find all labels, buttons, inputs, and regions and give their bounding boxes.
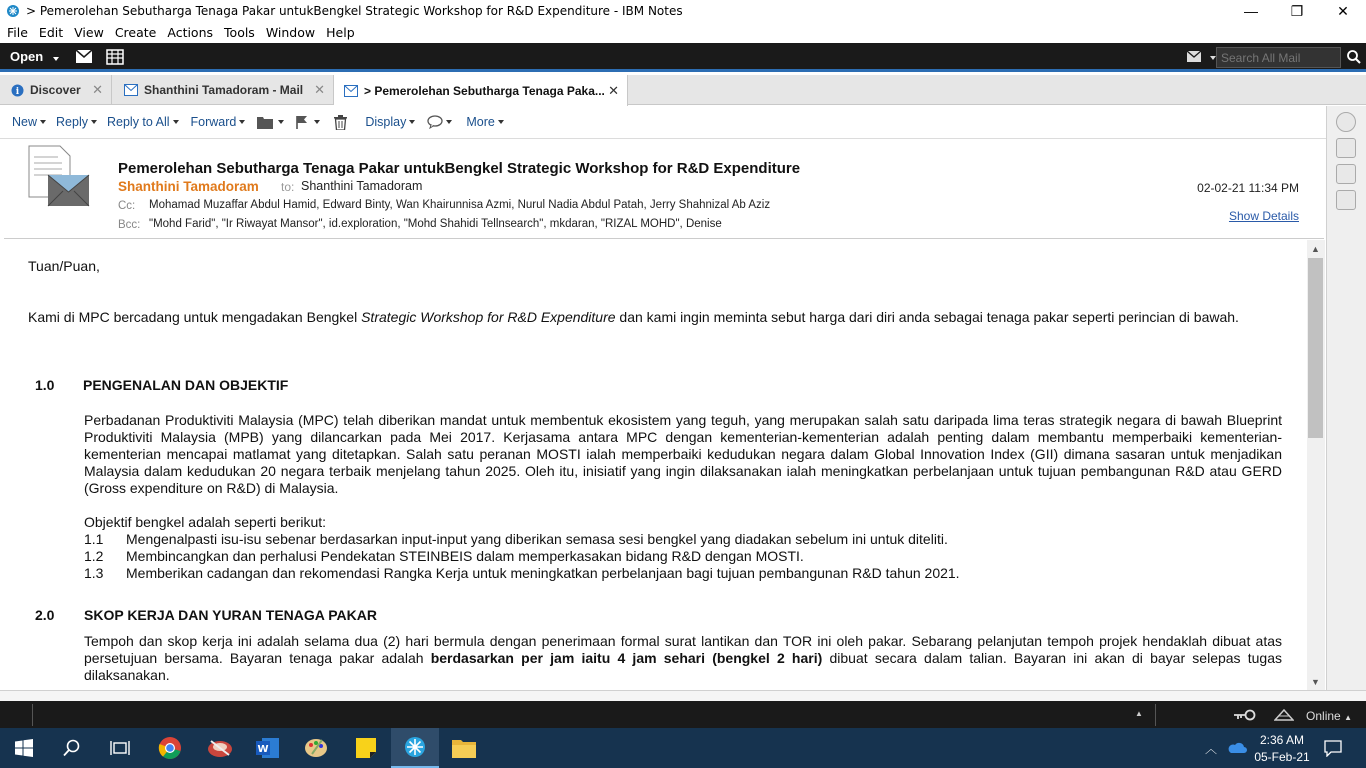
chevron-down-icon bbox=[91, 120, 97, 124]
chevron-down-icon bbox=[446, 120, 452, 124]
palette-icon bbox=[304, 737, 328, 759]
objectives-intro: Objektif bengkel adalah seperti berikut: bbox=[84, 514, 327, 530]
chevron-up-icon[interactable]: ︿ bbox=[1205, 742, 1218, 756]
chrome-taskbar-button[interactable] bbox=[146, 728, 194, 768]
right-sidebar bbox=[1326, 106, 1366, 701]
folder-button[interactable] bbox=[257, 116, 284, 129]
flag-button[interactable] bbox=[295, 115, 320, 129]
chevron-down-icon bbox=[278, 120, 284, 124]
chevron-down-icon bbox=[498, 120, 504, 124]
action-bar bbox=[0, 106, 1326, 139]
display-button[interactable] bbox=[365, 115, 415, 129]
objective-num: 1.3 bbox=[84, 565, 104, 581]
tab-bar bbox=[0, 75, 1366, 105]
word-taskbar-button[interactable] bbox=[244, 728, 292, 768]
scroll-up-icon[interactable]: ▲ bbox=[1311, 244, 1320, 254]
calendar-day-icon[interactable] bbox=[1336, 190, 1356, 210]
section-1-number: 1.0 bbox=[35, 377, 55, 393]
folder-icon bbox=[257, 116, 273, 129]
section-2-title: SKOP KERJA DAN YURAN TENAGA PAKAR bbox=[84, 607, 377, 623]
more-button[interactable] bbox=[466, 115, 503, 129]
show-details-link[interactable]: Show Details bbox=[1228, 209, 1299, 223]
system-clock[interactable] bbox=[1252, 732, 1312, 766]
chevron-down-icon bbox=[239, 120, 245, 124]
minimize-button[interactable]: — bbox=[1244, 3, 1258, 19]
tab-discover[interactable] bbox=[0, 75, 112, 105]
section-1-title: PENGENALAN DAN OBJEKTIF bbox=[83, 377, 289, 393]
calendar-icon[interactable] bbox=[106, 48, 124, 65]
close-window-button[interactable]: ✕ bbox=[1337, 2, 1349, 19]
network-status-icon[interactable] bbox=[1274, 708, 1294, 722]
tab-mail[interactable] bbox=[112, 75, 334, 105]
task-view-button[interactable] bbox=[96, 728, 144, 768]
key-icon[interactable] bbox=[1234, 709, 1256, 721]
objective-text: Memberikan cadangan dan rekomendasi Rangka Kerja untuk meningkatkan perbelanjaan bagi tujuan pembangunan R&D tahun 2021. bbox=[126, 565, 960, 581]
flag-icon bbox=[295, 115, 309, 129]
mail-icon bbox=[344, 85, 358, 97]
new-button[interactable] bbox=[12, 115, 46, 129]
menu-edit[interactable]: Edit bbox=[38, 25, 64, 40]
open-toolbar bbox=[0, 43, 1366, 72]
menu-help[interactable]: Help bbox=[326, 25, 355, 40]
close-tab-icon[interactable]: ✕ bbox=[608, 82, 619, 98]
paint-app-icon bbox=[207, 737, 233, 759]
more-label: More bbox=[466, 115, 495, 129]
chevron-up-icon[interactable]: ▲ bbox=[1135, 709, 1143, 718]
mail-icon bbox=[124, 84, 138, 96]
briefcase-icon[interactable] bbox=[1336, 138, 1356, 158]
message-header bbox=[4, 139, 1324, 239]
status-divider bbox=[1155, 704, 1156, 726]
chevron-down-icon bbox=[409, 120, 415, 124]
ibm-notes-icon bbox=[403, 735, 427, 759]
tab-label: Shanthini Tamadoram - Mail bbox=[144, 83, 304, 97]
search-taskbar-button[interactable] bbox=[48, 728, 96, 768]
chat-bubble-icon bbox=[427, 115, 443, 129]
windows-taskbar bbox=[0, 728, 1366, 768]
cc-label: Cc: bbox=[118, 200, 136, 212]
ibm-notes-taskbar-button[interactable] bbox=[391, 728, 439, 768]
section-2-paragraph bbox=[84, 633, 1282, 684]
reply-all-button[interactable] bbox=[107, 115, 179, 129]
menu-tools[interactable]: Tools bbox=[224, 25, 255, 40]
tab-message[interactable] bbox=[334, 75, 628, 106]
sticky-notes-taskbar-button[interactable] bbox=[342, 728, 390, 768]
envelope-document-icon bbox=[28, 145, 90, 207]
status-divider bbox=[32, 704, 33, 726]
ibm-notes-app-icon bbox=[6, 4, 20, 18]
objective-num: 1.2 bbox=[84, 548, 104, 564]
reply-button[interactable] bbox=[56, 115, 97, 129]
status-bar bbox=[0, 701, 1366, 728]
section-2-number: 2.0 bbox=[35, 607, 55, 623]
action-center-icon[interactable] bbox=[1324, 740, 1342, 757]
online-label: Online bbox=[1306, 709, 1341, 723]
chevron-down-icon bbox=[173, 120, 179, 124]
close-tab-icon[interactable]: ✕ bbox=[314, 82, 325, 97]
intro-italic: Strategic Workshop for R&D Expenditure bbox=[361, 309, 616, 325]
display-label: Display bbox=[365, 115, 407, 129]
bcc-recipients: "Mohd Farid", "Ir Riwayat Mansor", id.exploration, "Mohd Shahidi Tellnsearch", mkdaran, "RIZAL MOHD", Denise bbox=[149, 218, 722, 230]
onedrive-icon[interactable] bbox=[1227, 740, 1247, 754]
menu-create[interactable]: Create bbox=[114, 25, 157, 40]
open-button[interactable] bbox=[10, 49, 59, 64]
start-button[interactable] bbox=[0, 728, 48, 768]
menu-window[interactable]: Window bbox=[265, 25, 316, 40]
open-label: Open bbox=[10, 49, 44, 64]
new-label: New bbox=[12, 115, 38, 129]
section-1-paragraph: Perbadanan Produktiviti Malaysia (MPC) telah diberikan mandat untuk membentuk ekosistem yang teguh, yang merupakan salah satu daripada lima teras strategik negara di bawah Blueprint Produktiviti Malaysia (MPB) yang dilancarkan pada Mei 2017. Kerjasama antara MPC dengan kementerian-kementerian adalah penting dalam membantu memperbaiki kementerian-kementerian mencapai matlamat yang ditetapkan. Salah satu peranan MOSTI ialah memperbaiki kedudukan negara dalam Global Innovation Index (GII) dimana sasaran untuk menjadikan Malaysia dalam kedudukan 20 negara terbaik menjelang tahun 2025. Oleh itu, inisiatif yang ingin dilaksanakan ialah meningkatkan perbelanjaan untuk tujuan pembangunan R&D atau GERD (Gross expenditure on R&D) di Malaysia. bbox=[84, 412, 1282, 496]
search-icon bbox=[63, 739, 81, 757]
scrollbar-thumb[interactable] bbox=[1308, 258, 1323, 438]
section-2-text: Tempoh dan skop kerja ini adalah selama dua (2) hari bermula dengan penerimaan formal surat lantikan dan TOR ini oleh pakar. Sebarang pelanjutan tempoh projek hendaklah dibuat atas persetujuan bersama. Bayaran tenaga pakar adalah bbox=[84, 633, 1282, 666]
objective-num: 1.1 bbox=[84, 531, 104, 547]
email-subject: Pemerolehan Sebutharga Tenaga Pakar untukBengkel Strategic Workshop for R&D Expenditure bbox=[118, 160, 801, 177]
paint-taskbar-button[interactable] bbox=[292, 728, 340, 768]
horizontal-divider bbox=[0, 690, 1366, 701]
reply-label: Reply bbox=[56, 115, 88, 129]
svg-text:i: i bbox=[15, 86, 20, 97]
objective-text: Mengenalpasti isu-isu sebenar berdasarkan input-input yang diberikan semasa sesi bengkel yang diadakan sebelum ini untuk diteliti. bbox=[126, 531, 948, 547]
folder-icon bbox=[452, 738, 476, 758]
menu-file[interactable]: File bbox=[7, 25, 28, 40]
intro-paragraph bbox=[28, 309, 1258, 326]
chevron-down-icon bbox=[53, 57, 59, 61]
section-2-text-end: dibuat secara dalam talian. Bayaran ini akan di bayar selepas tugas dilaksanakan. bbox=[84, 650, 1283, 683]
menu-bar bbox=[0, 22, 1366, 43]
chat-button[interactable] bbox=[427, 115, 452, 129]
cc-recipients: Mohamad Muzaffar Abdul Hamid, Edward Binty, Wan Khairunnisa Azmi, Nurul Nadia Abdul Patah, Jerry Shahnizal Ab Aziz bbox=[149, 199, 771, 211]
sender-name[interactable]: Shanthini Tamadoram bbox=[118, 179, 259, 194]
forward-label: Forward bbox=[190, 115, 237, 129]
feeds-icon[interactable] bbox=[1336, 164, 1356, 184]
tab-label: > Pemerolehan Sebutharga Tenaga Paka... bbox=[364, 83, 605, 98]
to-recipient: Shanthini Tamadoram bbox=[301, 179, 423, 193]
email-date: 02-02-21 11:34 PM bbox=[1197, 181, 1299, 195]
close-tab-icon[interactable]: ✕ bbox=[92, 82, 103, 97]
online-status[interactable]: Online ▲ bbox=[1306, 709, 1352, 723]
chevron-down-icon bbox=[314, 120, 320, 124]
app-taskbar-button[interactable] bbox=[196, 728, 244, 768]
objective-text: Membincangkan dan perhalusi Pendekatan STEINBEIS dalam memperkasakan bidang R&D dengan MOSTI. bbox=[126, 548, 804, 564]
svg-text:W: W bbox=[257, 744, 269, 755]
restore-button[interactable]: ❐ bbox=[1290, 2, 1304, 19]
to-label: to: bbox=[281, 180, 295, 194]
reply-all-label: Reply to All bbox=[106, 115, 170, 129]
tab-label: Discover bbox=[30, 83, 81, 97]
windows-logo-icon bbox=[15, 739, 33, 757]
clock-date: 05-Feb-21 bbox=[1254, 750, 1310, 764]
message-body bbox=[4, 240, 1307, 688]
greeting: Tuan/Puan, bbox=[28, 258, 100, 274]
sticky-note-icon bbox=[355, 737, 377, 759]
intro-text: Kami di MPC bercadang untuk mengadakan Bengkel bbox=[28, 309, 362, 325]
mail-icon[interactable] bbox=[75, 48, 93, 65]
search-icon[interactable] bbox=[1346, 49, 1362, 65]
window-title: > Pemerolehan Sebutharga Tenaga Pakar untukBengkel Strategic Workshop for R&D Expenditure - IBM Notes bbox=[26, 4, 683, 18]
search-input[interactable] bbox=[1216, 47, 1341, 68]
section-2-bold: berdasarkan per jam iaitu 4 jam sehari (bengkel 2 hari) bbox=[430, 650, 823, 666]
menu-actions[interactable]: Actions bbox=[167, 25, 214, 40]
task-view-icon bbox=[110, 740, 130, 756]
menu-view[interactable]: View bbox=[74, 25, 104, 40]
bcc-label: Bcc: bbox=[118, 219, 141, 231]
delete-button[interactable] bbox=[334, 115, 347, 130]
trash-icon bbox=[334, 115, 347, 130]
scroll-down-icon[interactable]: ▼ bbox=[1311, 677, 1320, 687]
file-explorer-taskbar-button[interactable] bbox=[440, 728, 488, 768]
mail-search-scope-icon[interactable] bbox=[1187, 50, 1202, 63]
sametime-icon[interactable] bbox=[1336, 112, 1356, 132]
info-icon bbox=[11, 84, 24, 97]
forward-button[interactable] bbox=[191, 115, 246, 129]
chrome-icon bbox=[158, 736, 182, 760]
chevron-down-icon bbox=[40, 120, 46, 124]
clock-time: 2:36 AM bbox=[1259, 733, 1305, 747]
window-titlebar bbox=[0, 0, 1366, 22]
word-icon bbox=[256, 737, 280, 759]
intro-text-end: dan kami ingin meminta sebut harga dari diri anda sebagai tenaga pakar seperti perincian di bawah. bbox=[615, 309, 1239, 325]
vertical-scrollbar[interactable] bbox=[1307, 240, 1325, 690]
